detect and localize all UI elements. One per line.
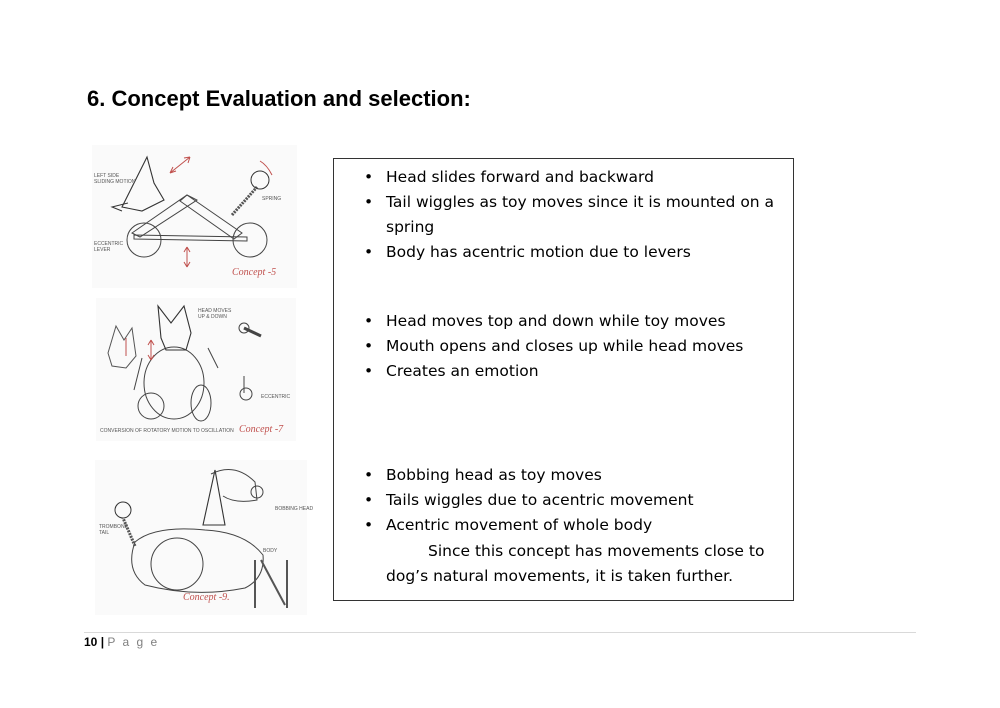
svg-text:HEAD MOVES: HEAD MOVES bbox=[198, 308, 232, 314]
concept-7-sketch bbox=[96, 298, 296, 441]
page-number: 10 bbox=[84, 635, 98, 649]
concept-5-label: Concept -5 bbox=[232, 267, 277, 278]
svg-text:ECCENTRIC: ECCENTRIC bbox=[94, 241, 124, 247]
list-item: • Creates an emotion bbox=[362, 359, 786, 384]
section-heading: 6. Concept Evaluation and selection: bbox=[87, 86, 471, 111]
concept-7-bullets bbox=[362, 309, 786, 384]
svg-text:ECCENTRIC: ECCENTRIC bbox=[261, 394, 291, 400]
concept-7-caption: CONVERSION OF ROTATORY MOTION TO OSCILLATION bbox=[100, 428, 234, 434]
concept-9-sketch bbox=[95, 460, 314, 615]
svg-text:TAIL: TAIL bbox=[99, 530, 110, 536]
evaluation-box bbox=[333, 158, 794, 601]
list-item: • Head slides forward and backward bbox=[362, 165, 786, 190]
page-footer bbox=[84, 635, 159, 649]
concept-5-sketch bbox=[92, 145, 297, 288]
list-item: • Tails wiggles due to acentric movement bbox=[362, 488, 786, 513]
conclusion-text: Since this concept has movements close to dog’s natural movements, it is taken further. bbox=[386, 542, 765, 585]
list-item: • Head moves top and down while toy moves bbox=[362, 309, 786, 334]
footer-separator: | bbox=[100, 635, 105, 649]
concept-5-bullets bbox=[362, 165, 786, 265]
concept-9-bullets bbox=[362, 463, 786, 538]
list-item: • Body has acentric motion due to levers bbox=[362, 240, 786, 265]
svg-text:BODY: BODY bbox=[263, 548, 278, 554]
svg-text:TROMBONE: TROMBONE bbox=[99, 524, 128, 530]
concept-7-label: Concept -7 bbox=[239, 424, 284, 435]
list-item: • Mouth opens and closes up while head moves bbox=[362, 334, 786, 359]
svg-text:LEVER: LEVER bbox=[94, 247, 111, 253]
concept-9-label: Concept -9. bbox=[183, 592, 230, 603]
svg-text:BOBBING HEAD: BOBBING HEAD bbox=[275, 506, 314, 512]
svg-text:SPRING: SPRING bbox=[262, 196, 282, 202]
svg-text:UP & DOWN: UP & DOWN bbox=[198, 314, 227, 320]
list-item: • Acentric movement of whole body bbox=[362, 513, 786, 538]
page-label: P a g e bbox=[107, 635, 160, 649]
svg-text:SLIDING MOTION: SLIDING MOTION bbox=[94, 179, 136, 185]
list-item: • Tail wiggles as toy moves since it is mounted on a spring bbox=[362, 190, 786, 240]
footer-rule bbox=[84, 632, 916, 633]
list-item: • Bobbing head as toy moves bbox=[362, 463, 786, 488]
svg-text:LEFT SIDE: LEFT SIDE bbox=[94, 173, 120, 179]
